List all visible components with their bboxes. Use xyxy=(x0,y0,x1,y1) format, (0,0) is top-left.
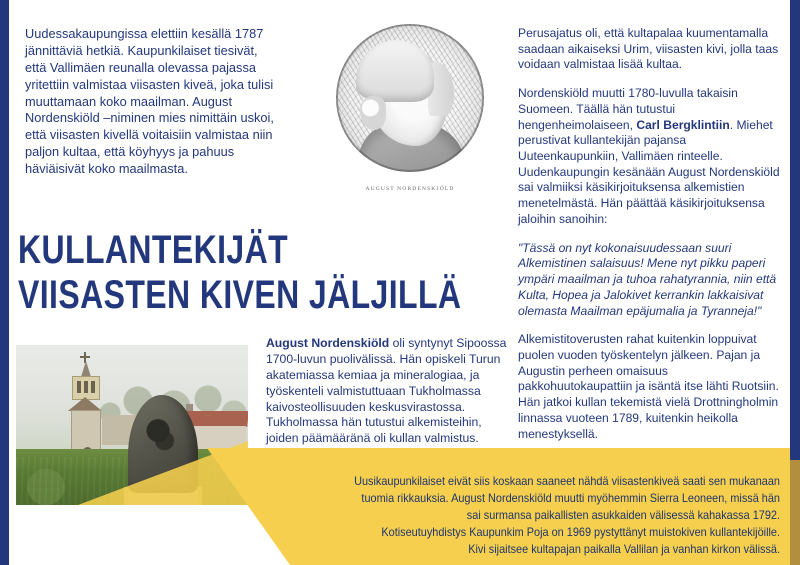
bottom-line-1: Uusikaupunkilaiset eivät siis koskaan saaneet nähdä viisastenkiveä saati sen mukanaan xyxy=(354,475,780,488)
intro-paragraph: Uudessakaupungissa elettiin kesällä 1787 jännittäviä hetkiä. Kaupunkilaiset tiesivät, että Vallimäen reunalla olevassa pajassa yritettiin valmistaa viisasten kiveä, joka tulisi muuttamaan koko maailman. August Nordenskiöld –niminen mies nimittäin uskoi, että viisasten kivellä voitaisiin valmistaa niin paljon kultaa, että köyhyys ja pahuus häviäisivät koko maailmasta. xyxy=(25,26,274,177)
page-title xyxy=(18,228,462,318)
right-edge-stripe-lower xyxy=(790,460,800,565)
photo-bell-tower xyxy=(68,361,102,457)
manuscript-quote: "Tässä on nyt kokonaisuudessaan suuri Alkemistinen salaisuus! Mene nyt pikku paperi ympäri maailman ja tuhoa rahatyrannia, niin että Kulta, Hopea ja Jalokivet kerrankin lakkaisivat olemasta Maailman epäjumalia ja Tyranneja!" xyxy=(518,240,777,318)
page-title-line-2: VIISASTEN KIVEN JÄLJILLÄ xyxy=(18,272,462,317)
portrait-medallion-image xyxy=(336,24,484,172)
bio-lead-name: August Nordenskiöld xyxy=(266,336,390,351)
bottom-banner-text xyxy=(329,474,780,559)
carl-bergklint-name: Carl Bergklintiin xyxy=(636,117,730,132)
right-p2-part-c: . Miehet perustivat kullantekijän pajansa Uuteenkaupunkiin, Vallimäen rinteelle. Uudenkaupungin kesänään August Nordenskiöld sai valmiiksi käsikirjoituksensa alkemistien menetelmästä. Hän päättää käsikirjoituksensa jaloihin sanoihin: xyxy=(518,117,780,226)
portrait-figure xyxy=(330,24,490,232)
page-title-line-1: KULLANTEKIJÄT xyxy=(18,228,289,272)
photo-tower-crossbar xyxy=(80,356,90,358)
photo-tower-roof xyxy=(68,397,102,411)
bottom-line-4: Kotiseutuyhdistys Kaupunkim Poja on 1969 pystyttänyt muistokiven kullantekijöille. xyxy=(381,525,780,539)
photo-tower-spire xyxy=(81,361,91,377)
right-paragraph-1: Perusajatus oli, että kultapalaa kuumentamalla saadaan aikaiseksi Urim, viisasten kivi, jolla taas voidaan valmistaa lisää kultaa. xyxy=(518,26,779,72)
bottom-line-2: tuomia rikkauksia. August Nordenskiöld muutti myöhemmin Sierra Leoneen, missä hän xyxy=(361,491,780,505)
right-p2-part-a: Nordenskiöld muutti 1780-luvulla takaisin Suomeen. Täällä hän tutustui hengenheimolaiseen, xyxy=(518,86,738,132)
bottom-line-3: sai surmansa paikallisten asukkaiden välisessä kahakassa 1792. xyxy=(466,508,780,522)
bottom-line-5: Kivi sijaitsee kultapajan paikalla Vallilan ja vanhan kirkon välissä. xyxy=(468,542,780,556)
intro-paragraph-block xyxy=(25,26,275,178)
memorial-stone-photo xyxy=(16,345,248,505)
right-column xyxy=(518,26,780,455)
portrait-caption: AUGUST NORDENSKJÖLD xyxy=(365,186,455,192)
left-edge-stripe xyxy=(0,0,9,565)
bio-paragraph-block xyxy=(266,324,514,459)
medallion-rim xyxy=(336,24,484,172)
right-paragraph-2 xyxy=(518,86,780,227)
right-paragraph-3: Alkemistitoverusten rahat kuitenkin loppuivat puolen vuoden työskentelyn jälkeen. Pajan ja Augustin perheen omaisuus pakkohuutokaupattiin ja isäntä itse lähti Ruotsiin. Hän jatkoi kullan tekemistä vielä Drottningholmin linnassa vuoteen 1789, kuitenkin heikolla menestyksellä. xyxy=(518,332,779,441)
bio-paragraph xyxy=(266,336,514,447)
bio-rest: oli syntynyt Sipoossa 1700-luvun puolivälissä. Hän opiskeli Turun akatemiassa kemiaa ja mineralogiaa, ja työskenteli valmistuttuaan Tukholmassa kaivosteollisuuden keskusvirastossa. Tukholmassa hän tutustui alkemisteihin, joiden päämääränä oli kullan valmistus. xyxy=(266,336,507,446)
